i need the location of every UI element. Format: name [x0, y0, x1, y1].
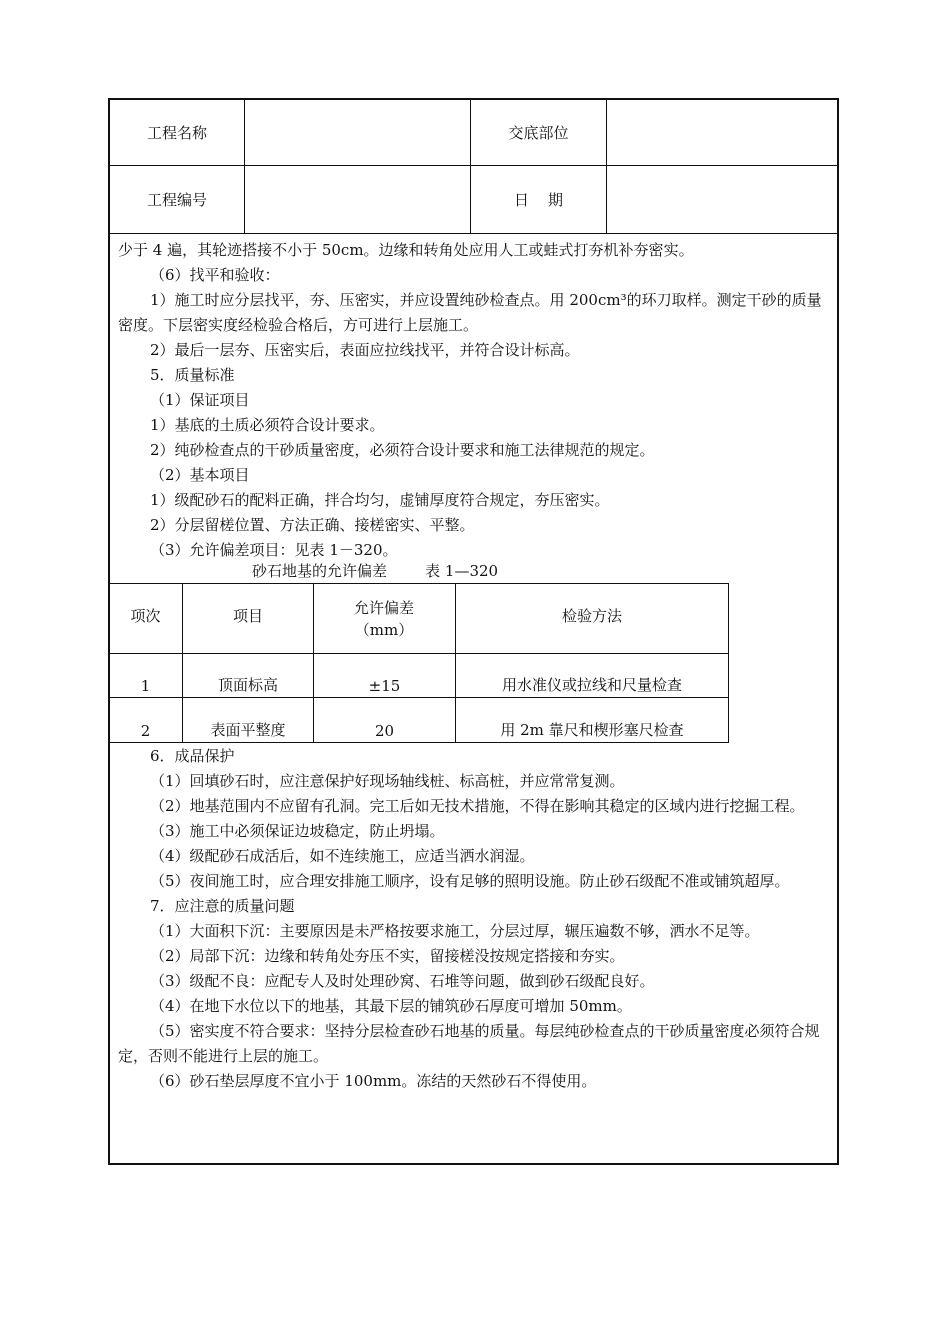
paragraph: 1）级配砂石的配料正确，拌合均匀，虚铺厚度符合规定，夯压密实。: [150, 491, 610, 509]
paragraph: （1）大面积下沉：主要原因是未严格按要求施工，分层过厚，辗压遍数不够，洒水不足等。: [150, 922, 760, 940]
table-cell: 用水准仪或拉线和尺量检查: [501, 676, 682, 694]
paragraph: 1）施工时应分层找平，夯、压密实，并应设置纯砂检查点。用 200cm³的环刀取样。测定干砂的质量密度。下层密实度经检验合格后，方可进行上层施工。: [118, 291, 822, 334]
section-heading: 6．成品保护: [150, 747, 235, 765]
table-cell: ±15: [368, 677, 401, 695]
paragraph: （2）基本项目: [150, 466, 250, 484]
paragraph: （1）保证项目: [150, 391, 250, 409]
table-cell: 1: [140, 677, 151, 695]
date-field[interactable]: [607, 166, 837, 233]
paragraph: （3）级配不良：应配专人及时处理砂窝、石堆等问题，做到砂石级配良好。: [150, 972, 655, 990]
paragraph: 少于 4 遍，其轮迹搭接不小于 50cm。边缘和转角处应用人工或蛙式打夯机补夯密实。: [118, 241, 694, 259]
table-cell: 顶面标高: [217, 676, 278, 694]
table-caption: 砂石地基的允许偏差 表 1—320: [252, 562, 499, 580]
paragraph: 2）纯砂检查点的干砂质量密度，必须符合设计要求和施工法律规范的规定。: [150, 441, 655, 459]
paragraph: （5）密实度不符合要求：坚持分层检查砂石地基的质量。每层纯砂检查点的干砂质量密度必须符合规定，否则不能进行上层的施工。: [118, 1022, 820, 1065]
table-border-bottom: [109, 742, 729, 743]
paragraph: （1）回填砂石时，应注意保护好现场轴线桩、标高桩，并应常常复测。: [150, 772, 625, 790]
section-heading: 5．质量标准: [150, 366, 235, 384]
project-name-label: 工程名称: [146, 124, 207, 142]
table-border-right: [728, 583, 729, 743]
paragraph: （6）找平和验收：: [150, 266, 280, 284]
paragraph: （2）局部下沉：边缘和转角处夯压不实，留接槎没按规定搭接和夯实。: [150, 947, 625, 965]
paragraph: （4）级配砂石成活后，如不连续施工，应适当洒水润湿。: [150, 847, 535, 865]
section-heading: 7．应注意的质量问题: [150, 897, 295, 915]
paragraph: （4）在地下水位以下的地基，其最下层的铺筑砂石厚度可增加 50mm。: [150, 997, 632, 1015]
body-text-before: [118, 238, 834, 563]
project-number-label: 工程编号: [146, 191, 207, 209]
table-header-cell: 检验方法: [561, 607, 622, 625]
paragraph: 2）最后一层夯、压密实后，表面应拉线找平，并符合设计标高。: [150, 341, 580, 359]
paragraph: （3）允许偏差项目：见表 1－320。: [150, 541, 398, 559]
paragraph: （2）地基范围内不应留有孔洞。完工后如无技术措施，不得在影响其稳定的区域内进行挖掘工程。: [150, 797, 805, 815]
header-bottom-border: [108, 233, 839, 234]
table-header-cell: 项目: [232, 607, 263, 625]
deviation-table: [109, 583, 729, 743]
body-text-after: [118, 744, 834, 1094]
handover-part-label: 交底部位: [508, 124, 569, 142]
table-cell: 表面平整度: [210, 721, 286, 739]
paragraph: （5）夜间施工时，应合理安排施工顺序，设有足够的照明设施。防止砂石级配不准或铺筑超厚。: [150, 872, 790, 890]
table-header-cell: 项次: [130, 607, 161, 625]
table-cell: 用 2m 靠尺和楔形塞尺检查: [500, 721, 684, 739]
paragraph: （3）施工中必须保证边坡稳定，防止坍塌。: [150, 822, 445, 840]
date-label: 日 期: [513, 191, 564, 209]
table-header-cell: 允许偏差（mm）: [353, 599, 414, 639]
table-cell: 20: [374, 722, 395, 740]
project-number-field[interactable]: [245, 166, 470, 233]
paragraph: 2）分层留槎位置、方法正确、接槎密实、平整。: [150, 516, 475, 534]
handover-part-field[interactable]: [607, 100, 837, 165]
table-cell: 2: [140, 722, 151, 740]
project-name-field[interactable]: [245, 100, 470, 165]
paragraph: （6）砂石垫层厚度不宜小于 100mm。冻结的天然砂石不得使用。: [150, 1072, 597, 1090]
paragraph: 1）基底的土质必须符合设计要求。: [150, 416, 385, 434]
